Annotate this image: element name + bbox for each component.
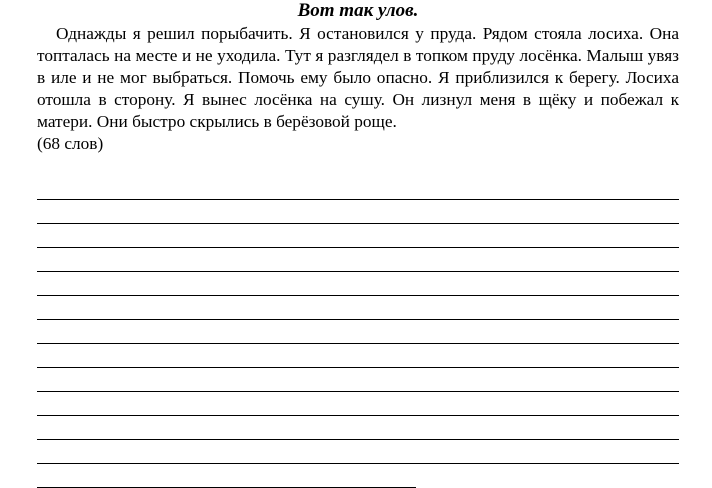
answer-line bbox=[37, 295, 679, 296]
answer-line bbox=[37, 247, 679, 248]
answer-line bbox=[37, 319, 679, 320]
answer-line bbox=[37, 391, 679, 392]
answer-line bbox=[37, 199, 679, 200]
answer-line bbox=[37, 271, 679, 272]
dictation-page bbox=[37, 0, 679, 155]
text-title: Вот так улов. bbox=[297, 0, 419, 21]
dictation-text: Однажды я решил порыбачить. Я остановился у пруда. Рядом стояла лосиха. Она топталась на месте и не уходила. Тут я разглядел в топком пруду лосёнка. Малыш увяз в иле и не мог выбраться. Помочь ему было опасно. Я приблизился к берегу. Лосиха отошла в сторону. Я вынес лосёнка на сушу. Он лизнул меня в щёку и побежал к матери. Они быстро скрылись в берёзовой роще. bbox=[37, 24, 679, 131]
answer-line bbox=[37, 463, 679, 464]
answer-line bbox=[37, 223, 679, 224]
answer-line bbox=[37, 367, 679, 368]
answer-line bbox=[37, 415, 679, 416]
answer-line bbox=[37, 439, 679, 440]
answer-line bbox=[37, 343, 679, 344]
word-count: (68 слов) bbox=[37, 134, 104, 153]
